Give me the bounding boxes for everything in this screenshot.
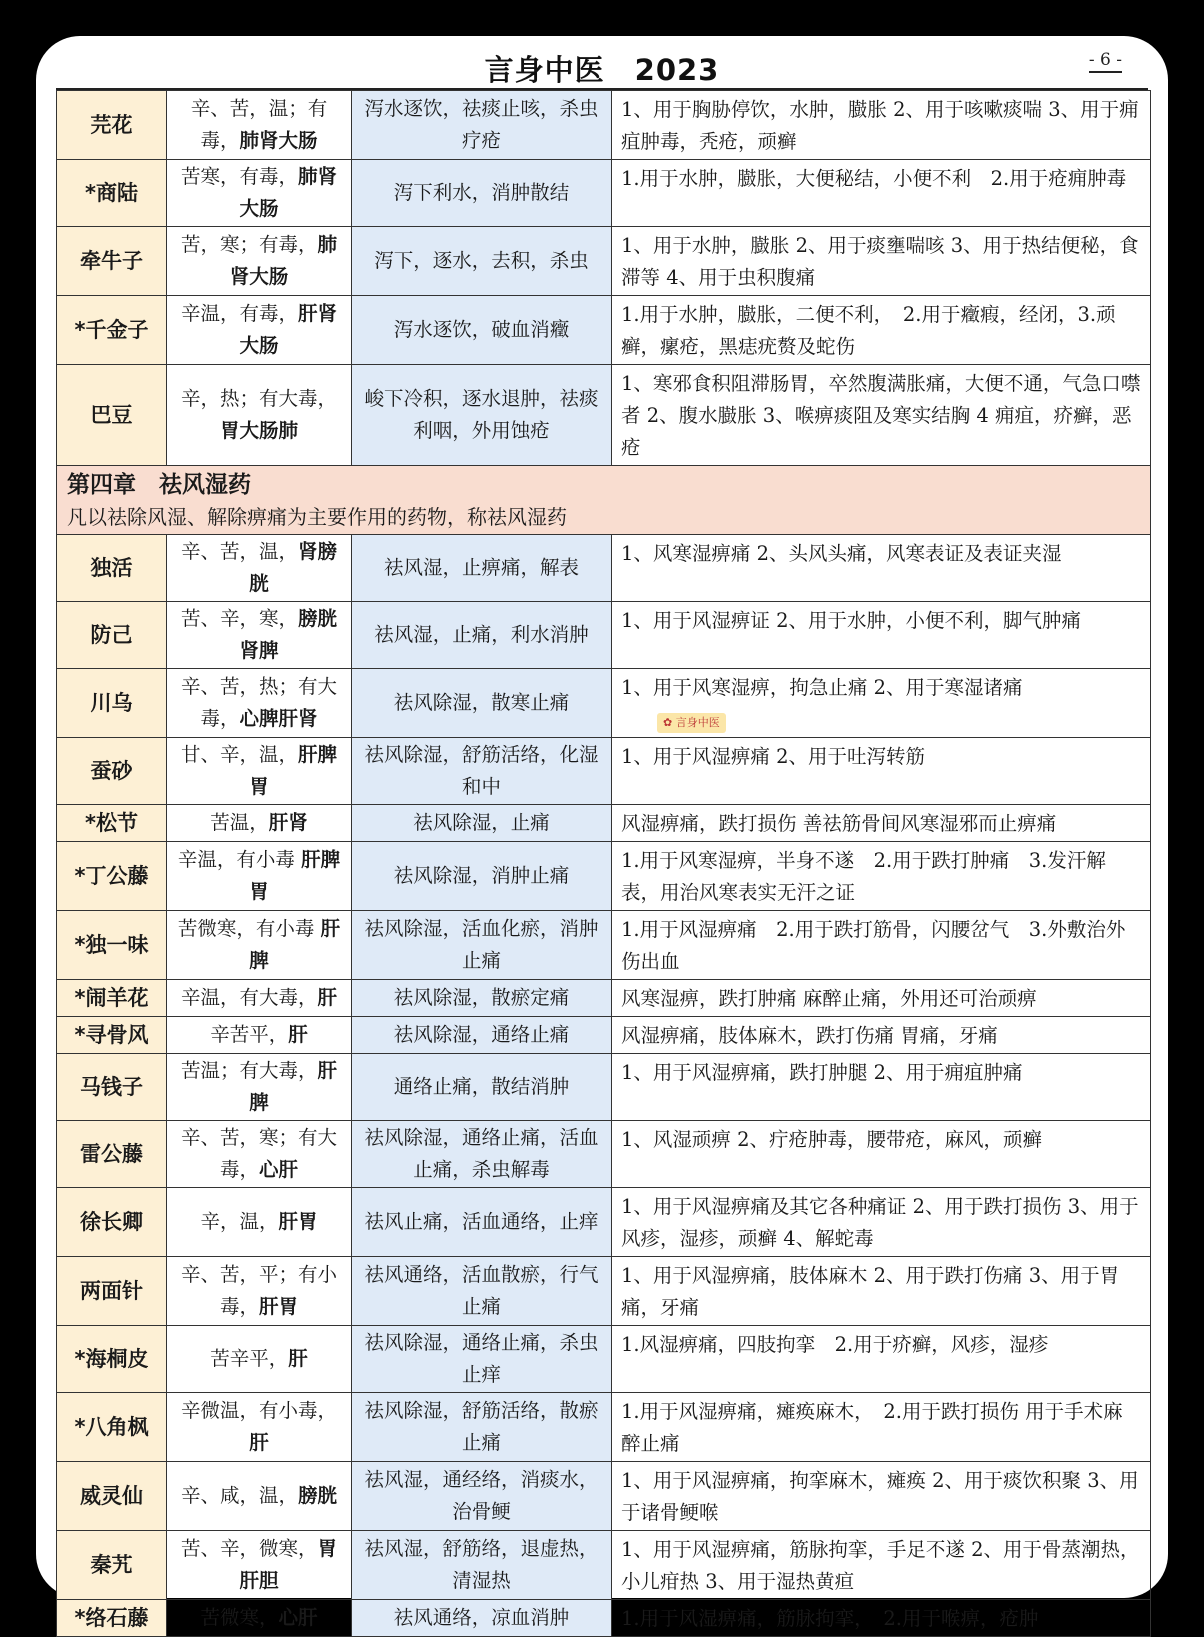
herb-uses [612, 738, 1151, 805]
herb-uses-text: 1、风寒湿痹痛 2、头风头痛，风寒表证及表证夹湿 [621, 542, 1062, 565]
herb-property [167, 911, 352, 980]
herb-uses-text: 1.用于水肿，臌胀，大便秘结，小便不利 2.用于疮痈肿毒 [621, 167, 1127, 190]
table-row [57, 1326, 1151, 1393]
herb-uses-text: 风湿痹痛，肢体麻木，跌打伤痛 胃痛，牙痛 [621, 1024, 998, 1047]
herb-meridian: 心肝 [278, 1606, 318, 1629]
herb-uses [612, 669, 1151, 738]
herb-meridian: 肝胃 [278, 1210, 318, 1233]
herb-uses-text: 1.用于风寒湿痹，半身不遂 2.用于跌打肿痛 3.发汗解表，用治风寒表实无汗之证 [621, 849, 1106, 904]
herb-uses [612, 805, 1151, 842]
herb-taste: 苦、辛，寒， [180, 607, 298, 630]
herb-meridian: 肝 [288, 1023, 308, 1046]
table-row [57, 980, 1151, 1017]
herb-name: 防己 [57, 602, 167, 669]
herb-name: 川乌 [57, 669, 167, 738]
herb-property [167, 1121, 352, 1188]
herb-taste: 辛，热；有大毒， [180, 387, 337, 410]
herb-name: 威灵仙 [57, 1462, 167, 1531]
table-row [57, 296, 1151, 365]
herb-uses [612, 1054, 1151, 1121]
page-sheet [36, 36, 1168, 1630]
herb-taste: 苦微寒，有小毒 [177, 917, 321, 940]
herb-meridian: 心脾肝肾 [239, 707, 318, 730]
herb-uses-text: 1.用于风湿痹痛，瘫痪麻木， 2.用于跌打损伤 用于手术麻醉止痛 [621, 1400, 1123, 1455]
herb-meridian: 膀胱肾脾 [239, 607, 338, 662]
herb-property [167, 842, 352, 911]
herb-effect: 祛风湿，通经络，消痰水，治骨鲠 [352, 1462, 612, 1531]
herb-name: 徐长卿 [57, 1188, 167, 1257]
herb-property [167, 738, 352, 805]
herb-uses-text: 1、用于水肿，臌胀 2、用于痰壅喘咳 3、用于热结便秘，食滞等 4、用于虫积腹痛 [621, 234, 1139, 289]
herb-name: *海桐皮 [57, 1326, 167, 1393]
herb-uses-text: 1.用于水肿，臌胀，二便不利， 2.用于癥瘕，经闭，3.顽癣，瘰疮，黑痣疣赘及蛇伤 [621, 303, 1116, 358]
herb-effect: 通络止痛，散结消肿 [352, 1054, 612, 1121]
herb-uses-text: 1、寒邪食积阻滞肠胃，卒然腹满胀痛，大便不通，气急口噤者 2、腹水臌胀 3、喉痹痰阻及寒实结胸 4 痈疽，疥癣，恶疮 [621, 372, 1141, 459]
herb-meridian: 心肝 [259, 1158, 299, 1181]
table-row [57, 805, 1151, 842]
chapter-row [57, 466, 1151, 535]
herb-taste: 辛温，有毒， [180, 302, 298, 325]
herb-name: 牵牛子 [57, 227, 167, 296]
table-row [57, 1017, 1151, 1054]
herb-effect: 祛风除湿，通络止痛 [352, 1017, 612, 1054]
herb-taste: 辛、苦，平；有小毒， [180, 1263, 337, 1318]
herb-name: *千金子 [57, 296, 167, 365]
herb-name: 芫花 [57, 91, 167, 160]
herb-uses [612, 1257, 1151, 1326]
herb-meridian: 膀胱 [298, 1484, 338, 1507]
table-row [57, 1188, 1151, 1257]
herb-taste: 辛、苦，温， [180, 540, 298, 563]
herb-taste: 苦寒，有毒， [180, 165, 298, 188]
herb-effect: 祛风除湿，活血化瘀，消肿止痛 [352, 911, 612, 980]
herb-uses [612, 1326, 1151, 1393]
herb-taste: 苦温， [210, 811, 269, 834]
herb-meridian: 肝脾 [249, 1059, 338, 1114]
herb-name: *独一味 [57, 911, 167, 980]
herb-effect: 祛风湿，止痹痛，解表 [352, 535, 612, 602]
herb-uses-text: 1、用于风寒湿痹，拘急止痛 2、用于寒湿诸痛 [621, 676, 1023, 699]
herb-property [167, 1188, 352, 1257]
herb-taste: 辛温，有大毒， [180, 986, 318, 1009]
table-row [57, 1393, 1151, 1462]
herb-property [167, 535, 352, 602]
herb-effect: 祛风除湿，舒筋活络，化湿和中 [352, 738, 612, 805]
herb-uses-text: 1、用于风湿痹痛及其它各种痛证 2、用于跌打损伤 3、用于风疹，湿疹，顽癣 4、解蛇毒 [621, 1195, 1139, 1250]
herb-taste: 辛苦平， [210, 1023, 289, 1046]
herb-property [167, 980, 352, 1017]
herb-uses [612, 365, 1151, 466]
table-row [57, 1054, 1151, 1121]
watermark-logo: ✿ 言身中医 [657, 713, 726, 733]
page-header [36, 36, 1168, 88]
herb-effect: 泻下利水，消肿散结 [352, 160, 612, 227]
herb-meridian: 肝 [249, 1431, 269, 1454]
herb-uses [612, 911, 1151, 980]
herb-effect: 祛风湿，舒筋络，退虚热，清湿热 [352, 1531, 612, 1600]
herb-meridian: 肺肾大肠 [239, 129, 318, 152]
table-row [57, 602, 1151, 669]
herb-effect: 祛风除湿，舒筋活络，散瘀止痛 [352, 1393, 612, 1462]
table-row [57, 669, 1151, 738]
herb-meridian: 肝脾胃 [249, 743, 338, 798]
herb-uses [612, 535, 1151, 602]
herb-meridian: 肝 [288, 1347, 308, 1370]
herb-uses-text: 1、用于风湿痹痛 2、用于吐泻转筋 [621, 745, 926, 768]
herb-name: *闹羊花 [57, 980, 167, 1017]
herb-uses-text: 1、风湿顽痹 2、疔疮肿毒，腰带疮，麻风，顽癣 [621, 1128, 1043, 1151]
herb-uses-text: 1、用于胸胁停饮，水肿，臌胀 2、用于咳嗽痰喘 3、用于痈疽肿毒，秃疮，顽癣 [621, 98, 1139, 153]
herb-taste: 辛微温，有小毒， [180, 1399, 337, 1422]
herb-meridian: 肺肾大肠 [229, 233, 338, 288]
herb-property [167, 1257, 352, 1326]
herb-taste: 苦，寒；有毒， [180, 233, 318, 256]
herb-meridian: 肺肾大肠 [239, 165, 338, 220]
herb-table [56, 90, 1151, 1637]
herb-property [167, 91, 352, 160]
herb-uses [612, 980, 1151, 1017]
herb-effect: 祛风通络，活血散瘀，行气止痛 [352, 1257, 612, 1326]
table-row [57, 911, 1151, 980]
herb-uses-text: 1、用于风湿痹证 2、用于水肿，小便不利，脚气肿痛 [621, 609, 1082, 632]
herb-effect: 祛风通络，凉血消肿 [352, 1600, 612, 1637]
chapter-cell [57, 466, 1151, 535]
table-row [57, 535, 1151, 602]
herb-property [167, 365, 352, 466]
table-row [57, 1121, 1151, 1188]
herb-taste: 苦温；有大毒， [180, 1059, 318, 1082]
herb-property [167, 1054, 352, 1121]
herb-meridian: 肝 [317, 986, 338, 1009]
herb-uses [612, 602, 1151, 669]
herb-effect: 祛风除湿，通络止痛，活血止痛，杀虫解毒 [352, 1121, 612, 1188]
herb-name: 巴豆 [57, 365, 167, 466]
table-row [57, 1600, 1151, 1637]
herb-name: *松节 [57, 805, 167, 842]
herb-property [167, 669, 352, 738]
herb-meridian: 胃大肠肺 [219, 419, 298, 442]
herb-name: 两面针 [57, 1257, 167, 1326]
herb-uses-text: 1、用于风湿痹痛，拘挛麻木，瘫痪 2、用于痰饮积聚 3、用于诸骨鲠喉 [621, 1469, 1139, 1524]
herb-uses-text: 风湿痹痛，跌打损伤 善祛筋骨间风寒湿邪而止痹痛 [621, 812, 1057, 835]
table-row [57, 1257, 1151, 1326]
herb-meridian: 肝肾大肠 [239, 302, 338, 357]
herb-uses-text: 1、用于风湿痹痛，筋脉拘挛，手足不遂 2、用于骨蒸潮热，小儿疳热 3、用于湿热黄疸 [621, 1538, 1140, 1593]
herb-uses [612, 1188, 1151, 1257]
herb-property [167, 227, 352, 296]
herb-taste: 辛，温， [200, 1210, 279, 1233]
herb-name: *寻骨风 [57, 1017, 167, 1054]
herb-uses-text: 1.用于风湿痹痛，筋脉拘挛， 2.用于喉痹，疮肿 [621, 1607, 1039, 1630]
table-row [57, 1462, 1151, 1531]
herb-effect: 祛风止痛，活血通络，止痒 [352, 1188, 612, 1257]
herb-uses [612, 91, 1151, 160]
table-row [57, 227, 1151, 296]
herb-effect: 泻水逐饮，祛痰止咳，杀虫疗疮 [352, 91, 612, 160]
herb-effect: 峻下冷积，逐水退肿，祛痰利咽，外用蚀疮 [352, 365, 612, 466]
herb-meridian: 肝肾 [268, 811, 308, 834]
herb-property [167, 1462, 352, 1531]
herb-property [167, 805, 352, 842]
table-row [57, 842, 1151, 911]
herb-taste: 辛、咸，温， [180, 1484, 298, 1507]
herb-name: *八角枫 [57, 1393, 167, 1462]
herb-uses-text: 1.用于风湿痹痛 2.用于跌打筋骨，闪腰岔气 3.外敷治外伤出血 [621, 918, 1126, 973]
herb-property [167, 1017, 352, 1054]
herb-taste: 苦辛平， [210, 1347, 289, 1370]
herb-uses [612, 160, 1151, 227]
herb-effect: 泻下，逐水，去积，杀虫 [352, 227, 612, 296]
herb-property [167, 602, 352, 669]
herb-property [167, 1600, 352, 1637]
herb-meridian: 肾膀胱 [249, 540, 338, 595]
herb-uses [612, 1600, 1151, 1637]
herb-taste: 辛、苦，温；有毒， [190, 97, 328, 152]
herb-uses [612, 842, 1151, 911]
chapter-title: 第四章 祛风湿药 [67, 472, 251, 498]
herb-taste: 辛、苦，热；有大毒， [180, 675, 337, 730]
table-row [57, 365, 1151, 466]
herb-uses [612, 1393, 1151, 1462]
herb-effect: 祛风除湿，止痛 [352, 805, 612, 842]
page-title: 言身中医 2023 [484, 53, 720, 87]
herb-uses [612, 1017, 1151, 1054]
herb-table-body [57, 91, 1151, 1637]
herb-name: 马钱子 [57, 1054, 167, 1121]
herb-taste: 甘、辛，温， [180, 743, 298, 766]
herb-property [167, 160, 352, 227]
herb-taste: 苦、辛，微寒， [180, 1537, 318, 1560]
herb-property [167, 296, 352, 365]
herb-name: 雷公藤 [57, 1121, 167, 1188]
herb-effect: 祛风除湿，散瘀定痛 [352, 980, 612, 1017]
herb-name: 独活 [57, 535, 167, 602]
herb-uses [612, 296, 1151, 365]
herb-uses-text: 1.风湿痹痛，四肢拘挛 2.用于疥癣，风疹，湿疹 [621, 1333, 1049, 1356]
herb-effect: 泻水逐饮，破血消癥 [352, 296, 612, 365]
herb-taste: 辛、苦，寒；有大毒， [180, 1126, 337, 1181]
herb-uses [612, 1462, 1151, 1531]
herb-name: *络石藤 [57, 1600, 167, 1637]
herb-meridian: 肝胃 [259, 1295, 299, 1318]
page-number: - 6 - [1089, 50, 1122, 73]
herb-uses-text: 风寒湿痹，跌打肿痛 麻醉止痛，外用还可治顽痹 [621, 987, 1037, 1010]
herb-uses-text: 1、用于风湿痹痛，跌打肿腿 2、用于痈疽肿痛 [621, 1061, 1023, 1084]
herb-property [167, 1326, 352, 1393]
table-row [57, 738, 1151, 805]
herb-effect: 祛风除湿，消肿止痛 [352, 842, 612, 911]
table-row [57, 91, 1151, 160]
herb-uses [612, 227, 1151, 296]
herb-meridian: 肝脾 [249, 917, 341, 972]
herb-property [167, 1393, 352, 1462]
herb-taste: 辛温，有小毒 [177, 848, 302, 871]
herb-taste: 苦微寒， [200, 1606, 279, 1629]
herb-uses-text: 1、用于风湿痹痛，肢体麻木 2、用于跌打伤痛 3、用于胃痛，牙痛 [621, 1264, 1120, 1319]
herb-meridian: 肝脾胃 [249, 848, 341, 903]
chapter-description: 凡以祛除风湿、解除痹痛为主要作用的药物，称祛风湿药 [67, 505, 567, 529]
herb-name: 秦艽 [57, 1531, 167, 1600]
table-row [57, 1531, 1151, 1600]
herb-meridian: 胃肝胆 [239, 1537, 338, 1592]
herb-effect: 祛风除湿，散寒止痛 [352, 669, 612, 738]
table-row [57, 160, 1151, 227]
herb-property [167, 1531, 352, 1600]
herb-uses [612, 1121, 1151, 1188]
herb-uses [612, 1531, 1151, 1600]
herb-effect: 祛风除湿，通络止痛，杀虫止痒 [352, 1326, 612, 1393]
herb-name: 蚕砂 [57, 738, 167, 805]
herb-name: *丁公藤 [57, 842, 167, 911]
herb-name: *商陆 [57, 160, 167, 227]
herb-effect: 祛风湿，止痛，利水消肿 [352, 602, 612, 669]
